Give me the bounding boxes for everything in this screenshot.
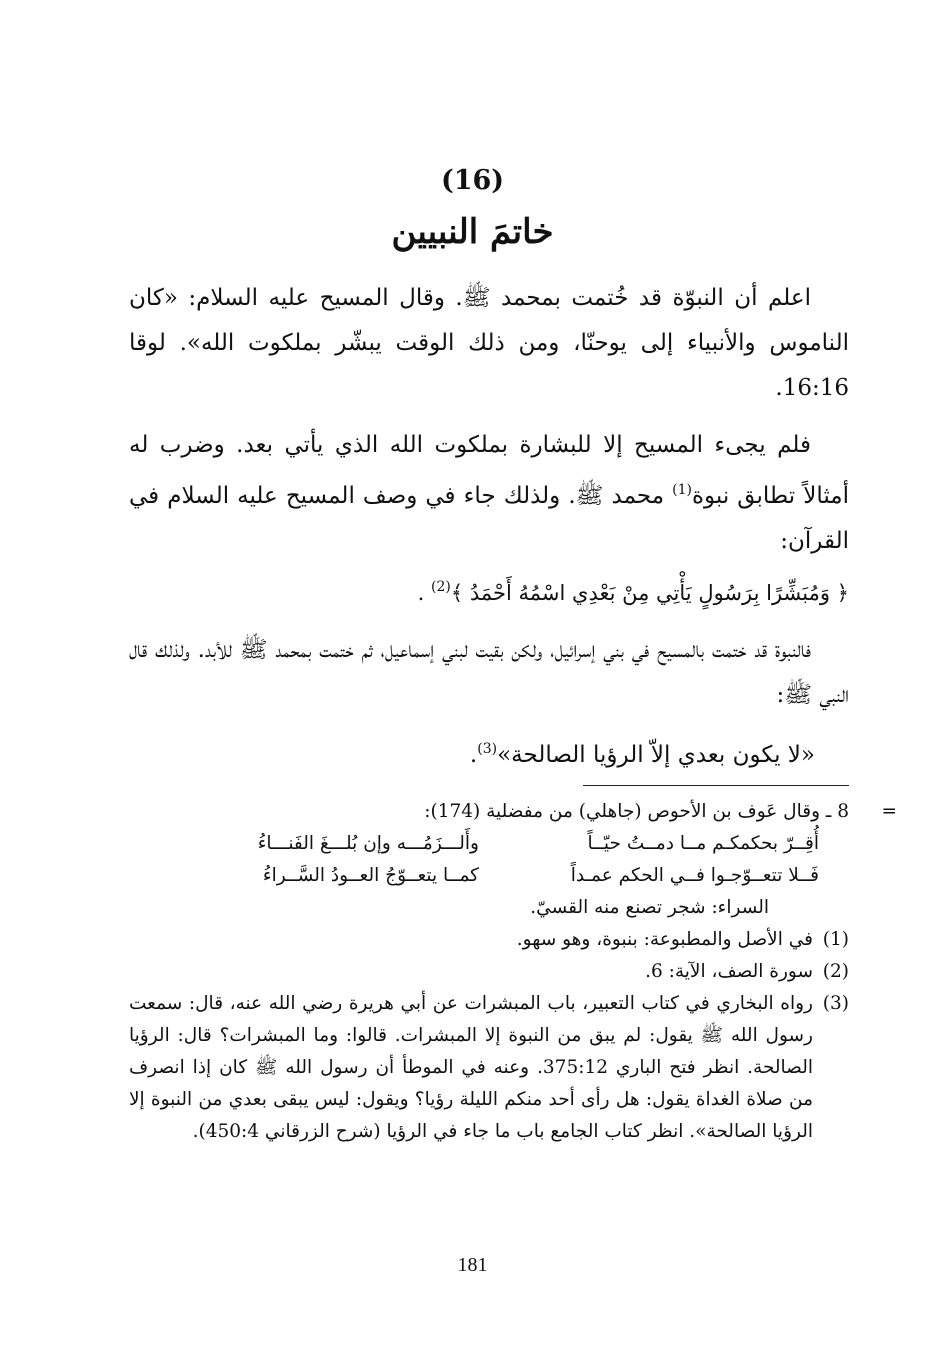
footnote-ref-2: (2) [431,579,451,595]
footnote-3-marker: (3) [822,993,849,1014]
paragraph-2-text-a: فلم يجىء المسيح إلا للبشارة بملكوت الله الذي يأتي بعد. وضرب له أمثالاً تطابق نبوة [129,432,849,509]
footnotes [129,796,897,1148]
hadith-text: «لا يكون بعدي إلاّ الرؤيا الصالحة» [497,742,815,768]
poem-verse-1-first: أُقِــرّ بحكمكـم مــا دمــتُ حيّــاً [587,833,819,854]
footnote-1 [129,924,849,956]
footnote-continuation [129,796,897,924]
footnote-ref-3: (3) [477,741,498,757]
poem-verse-1-second: وأَلـــزَمُـــه وإن بُلـــغَ الفَنـــاءُ [257,833,479,854]
footnote-1-text: في الأصل والمطبوعة: بنبوة، وهو سهو. [516,929,813,950]
hadith-quote [129,727,815,778]
footnote-2-marker: (2) [822,961,849,982]
paragraph-3 [129,628,849,718]
chapter-number: (16) [440,165,505,196]
poem-verse-2-first: فَــلا تتعــوّجـوا فــي الحكم عمـداً [570,865,819,886]
paragraph-1 [129,276,849,411]
chapter-title: خاتمَ النبيين [391,212,554,252]
paragraph-2 [129,423,849,564]
footnote-separator [583,785,849,786]
footnote-3-text: رواه البخاري في كتاب التعبير، باب المبشرات عن أبي هريرة رضي الله عنه، قال: سمعت رسول الله ﷺ يقول: لم يبق من النبوة إلا المبشرات. قالوا: وما المبشرات؟ قال: الرؤيا الصالحة. انظر فتح الباري 375:12. وعنه في الموطأ أن رسول الله ﷺ كان إذا انصرف من صلاة الغداة يقول: هل رأى أحد منكم الليلة رؤيا؟ ويقول: ليس يبقى بعدي من النبوة إلا الرؤيا الصالحة». انظر كتاب الجامع باب ما جاء في الرؤيا (شرح الزرقاني 450:4). [129,993,814,1142]
paragraph-1-text: اعلم أن النبوّة قد خُتمت بمحمد ﷺ. وقال المسيح عليه السلام: «كان الناموس والأنبياء إلى يوحنّا، ومن ذلك الوقت يبشّر بملكوت الله». لوقا 16:16. [129,285,849,401]
continuation-mark: = [881,801,897,822]
poem-gloss: السراء: شجر تصنع منه القسيّ. [530,897,769,918]
footnote-2 [129,956,849,988]
poem-verse-1 [129,828,849,860]
paragraph-2-text-b: محمد ﷺ. ولذلك جاء في وصف المسيح عليه السلام في القرآن: [129,483,849,554]
footnote-1-marker: (1) [822,929,849,950]
page-number: 181 [457,1254,488,1276]
poem-verse-2 [129,860,849,892]
continuation-intro: 8 ـ وقال عَوف بن الأحوص (جاهلي) من مفضلية (174): [424,801,849,822]
quran-verse [129,565,849,616]
footnote-ref-1: (1) [672,482,692,498]
paragraph-3-text: فالنبوة قد ختمت بالمسيح في بني إسرائيل، ولكن بقيت لبني إسماعيل، ثم ختمت بمحمد ﷺ للأبد. ولذلك قال النبي ﷺ: [129,637,849,708]
quran-verse-end: . [417,581,432,605]
quran-verse-text: ﴿ وَمُبَشِّرًا بِرَسُولٍ يَأْتِي مِنْ بَعْدِي اسْمُهُ أَحْمَدُ ﴾ [450,581,849,605]
footnote-3 [129,988,849,1148]
footnote-2-text: سورة الصف، الآية: 6. [645,961,813,982]
poem-verse-2-second: كمــا يتعــوّجُ العــودُ السَّــراءُ [262,865,479,886]
hadith-end: . [469,742,478,768]
